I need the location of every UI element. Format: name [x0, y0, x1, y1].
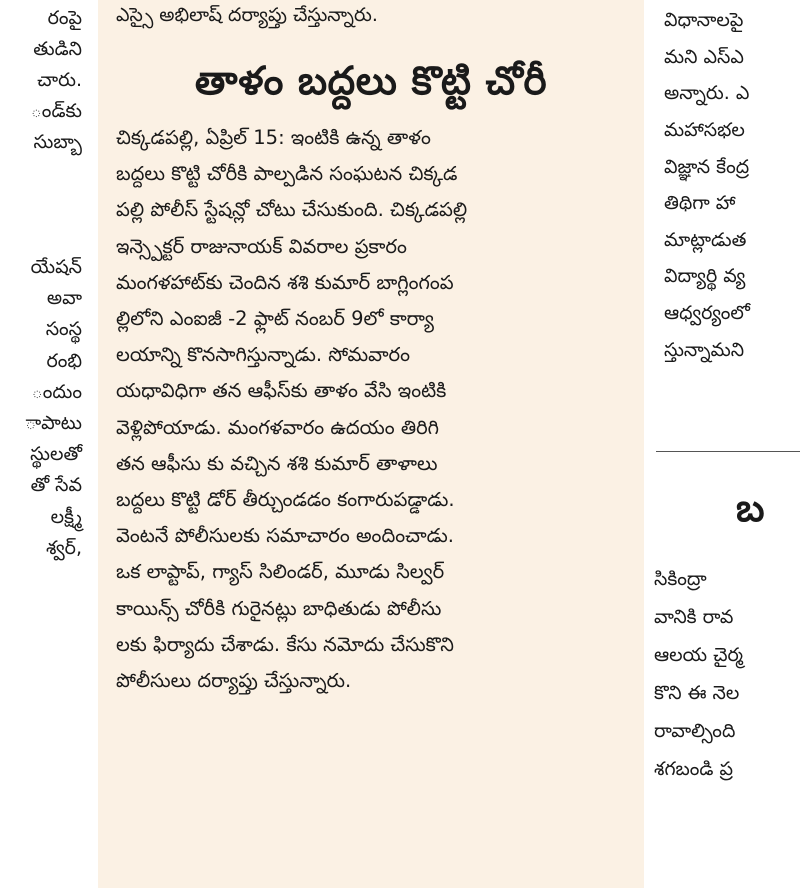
article-body-line: వెంటనే పోలీసులకు సమాచారం అందించాడు.	[116, 524, 454, 548]
article-body-line: లకు ఫిర్యాదు చేశాడు. కేసు నమోదు చేసుకొని	[116, 632, 454, 656]
left-article-line: తో సేవ	[30, 474, 82, 497]
left-article-line: రంపై	[47, 6, 82, 29]
left-article-column	[0, 0, 86, 888]
main-article	[98, 0, 644, 888]
article-body	[116, 120, 630, 699]
article-body-line: బద్దలు కొట్టి చోరీకి పాల్పడిన సంఘటన చిక్కడ	[116, 162, 458, 186]
right-article-line: మని ఎస్ఎ	[664, 45, 744, 68]
left-article-line: రంభి	[46, 349, 82, 372]
article-body-line: పోలీసులు దర్యాప్తు చేస్తున్నారు.	[116, 668, 352, 692]
right-article-line: ఆధ్వర్యంలో	[664, 302, 750, 325]
left-article-line: లక్ష్మీ	[50, 505, 82, 528]
article-body-line: పల్లి పోలీస్ స్టేషన్లో చోటు చేసుకుంది. చిక్కడపల్లి	[116, 198, 468, 222]
previous-article-closing-line: ఎస్సై అభిలాష్ దర్యాప్తు చేస్తున్నారు.	[116, 4, 378, 26]
right-article-line: తిథిగా హా	[664, 192, 736, 215]
left-article-line	[0, 220, 86, 251]
right-article-lines-top	[654, 2, 800, 368]
right-article-line: విజ్ఞాన కేంద్ర	[664, 155, 750, 178]
left-article-line: యేషన్	[30, 256, 82, 279]
article-headline: తాళం బద్దలు కొట్టి చోరీ	[194, 59, 548, 104]
left-article-line: ండ్‌కు	[30, 100, 82, 123]
right-article-line: విధానాలపై	[664, 9, 744, 32]
right-subheadline: బ	[736, 486, 765, 530]
right-article-line: వానికి రావ	[654, 606, 734, 628]
article-body-line: ల్లిలోని ఎంఐజీ -2 ఫ్లాట్ నంబర్ 9లో కార్యా	[116, 307, 434, 331]
right-article-line: మాట్లాడుత	[664, 228, 747, 251]
article-body-line: కాయిన్స్ చోరీకి గురైనట్లు బాధితుడు పోలీసు	[116, 596, 442, 620]
right-article-line: అన్నారు. ఎ	[664, 82, 750, 105]
right-article-line: ఆలయ చైర్మ	[654, 644, 744, 666]
article-body-line: లయాన్ని కొనసాగిస్తున్నాడు. సోమవారం	[116, 343, 410, 367]
left-article-line: సుబ్బా	[33, 131, 82, 154]
left-article-line	[0, 158, 86, 189]
left-article-line: ాపాటు	[25, 412, 82, 435]
right-article-line: స్తున్నామని	[664, 338, 745, 361]
article-body-line: చిక్కడపల్లి, ఏప్రిల్ 15: ఇంటికి ఉన్న తాళం	[116, 126, 431, 150]
right-article-line: సికింద్రా	[654, 568, 707, 590]
left-article-line: చారు.	[37, 68, 82, 91]
right-article-lines-bottom	[654, 560, 800, 788]
article-body-line: తన ఆఫీసు కు వచ్చిన శశి కుమార్ తాళాలు	[116, 451, 438, 475]
article-body-line: మంగళహాట్‌కు చెందిన శశి కుమార్ బాగ్లింగంప	[116, 270, 454, 294]
left-article-line: అవా	[46, 287, 82, 310]
article-body-line: ఇన్స్పెక్టర్ రాజునాయక్ వివరాల ప్రకారం	[116, 234, 407, 258]
right-article-line: మహాసభల	[664, 119, 745, 142]
right-article-line: కొని ఈ నెల	[654, 682, 740, 704]
article-body-line: వెళ్లిపోయాడు. మంగళవారం ఉదయం తిరిగి	[116, 415, 440, 439]
left-article-line: ందుం	[31, 380, 82, 403]
left-article-line: శ్వర్,	[45, 536, 82, 559]
left-article-line	[0, 189, 86, 220]
right-article-line: విద్యార్థి వ్య	[664, 265, 746, 288]
right-article-line: రావాల్సింది	[654, 720, 736, 742]
column-divider	[656, 451, 800, 452]
left-article-lines	[0, 2, 86, 563]
left-article-line: సంస్థ	[45, 318, 82, 341]
article-body-line: యధావిధిగా తన ఆఫీస్‌కు తాళం వేసి ఇంటికి	[116, 379, 447, 403]
left-article-line: తుడిని	[33, 37, 82, 60]
right-article-line: శగబండి ప్ర	[654, 758, 734, 780]
article-body-line: బద్దలు కొట్టి డోర్ తీర్చుండడం కంగారుపడ్డాడు.	[116, 487, 455, 511]
left-article-line: స్థులతో	[30, 443, 82, 466]
article-body-line: ఒక లాప్టాప్, గ్యాస్ సిలిండర్, మూడు సిల్వర్	[116, 560, 445, 584]
